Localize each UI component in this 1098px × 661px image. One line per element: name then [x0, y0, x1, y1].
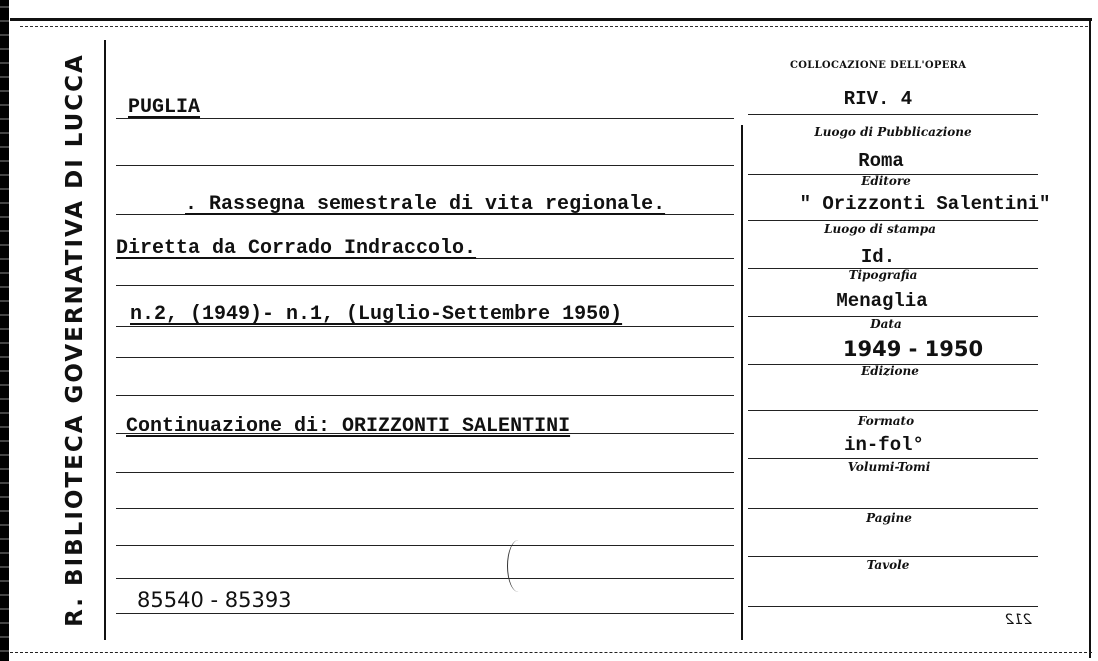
volumi-tomi-label: Volumi-Tomi [847, 460, 931, 474]
institution-title-vertical [40, 30, 110, 650]
tavole-label: Tavole [866, 558, 910, 572]
institution-name: R. BIBLIOTECA GOVERNATIVA DI LUCCA [62, 53, 88, 627]
card-bottom-border [10, 652, 1092, 653]
tipografia-value: Menaglia [836, 290, 928, 312]
body-rule-8 [116, 395, 734, 396]
editore-label: Editore [861, 174, 911, 188]
body-rule-6 [116, 326, 734, 327]
director-line: Diretta da Corrado Indraccolo. [116, 237, 477, 260]
body-rule-14 [116, 613, 734, 614]
data-value: 1949 - 1950 [842, 337, 984, 361]
pagine-label: Pagine [866, 511, 912, 525]
edizione-label: Edizione [861, 364, 919, 378]
body-rule-11 [116, 508, 734, 509]
left-column-divider [104, 40, 106, 640]
collocazione-value: RIV. 4 [843, 88, 913, 110]
field-rule-10 [748, 606, 1038, 607]
body-rule-13 [116, 578, 734, 579]
body-rule-12 [116, 545, 734, 546]
card-edge-strip [0, 0, 9, 661]
tipografia-label: Tipografia [848, 268, 918, 282]
continuation-line: Continuazione di: ORIZZONTI SALENTINI [126, 415, 571, 438]
body-rule-1 [116, 118, 734, 119]
body-rule-2 [116, 165, 734, 166]
pencil-arc-mark [507, 540, 530, 592]
luogo-stampa-label: Luogo di stampa [824, 222, 936, 236]
collocazione-label: COLLOCAZIONE DELL'OPERA [790, 60, 967, 71]
card-top-border-dashed [20, 26, 1088, 27]
formato-value: in-fol° [844, 434, 924, 456]
card-right-border [1089, 18, 1091, 658]
field-rule-9 [748, 556, 1038, 557]
card-top-border [10, 18, 1092, 21]
body-rule-10 [116, 472, 734, 473]
field-rule-6 [748, 410, 1038, 411]
inventory-numbers: 85540 - 85393 [137, 588, 292, 612]
luogo-stampa-value: Id. [860, 246, 896, 268]
body-rule-5 [116, 285, 734, 286]
editore-value: " Orizzonti Salentini" [799, 193, 1051, 215]
formato-label: Formato [857, 414, 915, 428]
field-rule-8 [748, 508, 1038, 509]
luogo-pubblicazione-value: Roma [858, 150, 904, 172]
title-line: . Rassegna semestrale di vita regionale. [185, 193, 666, 216]
field-rule-2 [748, 220, 1038, 221]
right-column-divider [741, 125, 743, 640]
luogo-pubblicazione-label: Luogo di Pubblicazione [814, 125, 972, 139]
data-label: Data [870, 317, 902, 331]
collocazione-rule [748, 114, 1038, 115]
holdings-line: n.2, (1949)- n.1, (Luglio-Settembre 1950) [130, 303, 623, 326]
corner-mark: 212 [1005, 612, 1032, 628]
subject-heading: PUGLIA [128, 96, 201, 119]
body-rule-7 [116, 357, 734, 358]
field-rule-7 [748, 458, 1038, 459]
